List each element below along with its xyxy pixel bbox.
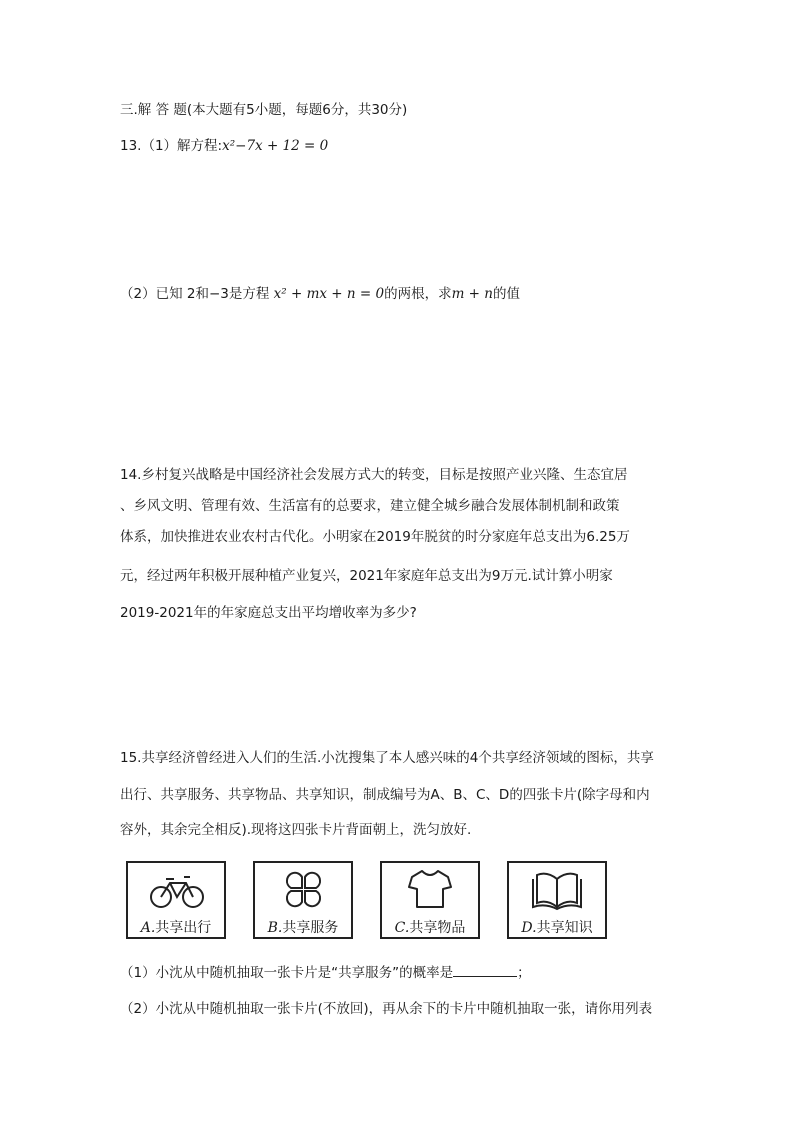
q14-line-5: 2019-2021年的年家庭总支出平均增收率为多少?: [120, 605, 417, 621]
answer-blank[interactable]: [453, 962, 517, 977]
card-d: [507, 861, 607, 939]
tshirt-icon: [382, 867, 478, 911]
card-c: [380, 861, 480, 939]
q14-line-4: 元，经过两年积极开展种植产业复兴，2021年家庭年总支出为9万元.试计算小明家: [120, 568, 613, 584]
q15-line-3: 容外，其余完全相反).现将这四张卡片背面朝上，洗匀放好.: [120, 822, 472, 838]
q13-part2-prefix: （2）已知 2和−3是方程: [120, 286, 274, 302]
card-b: [253, 861, 353, 939]
card-a-letter: A.: [140, 920, 156, 936]
book-icon: [509, 867, 605, 911]
card-c-letter: C.: [394, 920, 410, 936]
card-a-text: 共享出行: [155, 920, 212, 936]
card-d-text: 共享知识: [536, 920, 593, 936]
q13-part2-equation: x² + mx + n = 0: [273, 286, 385, 302]
q13-part2-suffix: 的值: [492, 286, 520, 302]
q13-part2-mid: 的两根，求: [384, 286, 452, 302]
q15-sub1-prefix: （1）小沈从中随机抽取一张卡片是“共享服务”的概率是: [120, 965, 454, 981]
bicycle-icon: [128, 867, 224, 911]
q13-part1: [120, 136, 328, 156]
q14-line-3: 体系，加快推进农业农村古代化。小明家在2019年脱贫的时分家庭年总支出为6.25万: [120, 529, 630, 545]
q15-sub1-suffix: ；: [517, 965, 531, 981]
q13-part2-expression: m + n: [451, 286, 493, 302]
card-d-label: [509, 917, 605, 937]
q15-sub1: [120, 962, 531, 983]
section-header: 三.解 答 题(本大题有5小题，每题6分，共30分): [120, 102, 408, 118]
card-b-label: [255, 917, 351, 937]
q13-part2: [120, 284, 520, 304]
q13-part1-prefix: 13.（1）解方程:: [120, 138, 223, 154]
q15-line-2: 出行、共享服务、共享物品、共享知识，制成编号为A、B、C、D的四张卡片(除字母和内: [120, 787, 650, 803]
card-b-letter: B.: [267, 920, 283, 936]
card-c-label: [382, 917, 478, 937]
q13-part1-equation: x²−7x + 12 = 0: [222, 138, 329, 154]
q15-sub2: （2）小沈从中随机抽取一张卡片(不放回)，再从余下的卡片中随机抽取一张，请你用列表: [120, 1001, 653, 1017]
card-d-letter: D.: [521, 920, 537, 936]
q14-line-2: 、乡风文明、管理有效、生活富有的总要求，建立健全城乡融合发展体制机制和政策: [120, 498, 620, 514]
card-b-text: 共享服务: [282, 920, 339, 936]
card-c-text: 共享物品: [409, 920, 466, 936]
card-a-label: [128, 917, 224, 937]
four-leaf-icon: [255, 867, 351, 911]
q14-line-1: 14.乡村复兴战略是中国经济社会发展方式大的转变，目标是按照产业兴隆、生态宜居: [120, 467, 628, 483]
q15-line-1: 15.共享经济曾经进入人们的生活.小沈搜集了本人感兴味的4个共享经济领域的图标，共享: [120, 750, 654, 766]
card-a: [126, 861, 226, 939]
